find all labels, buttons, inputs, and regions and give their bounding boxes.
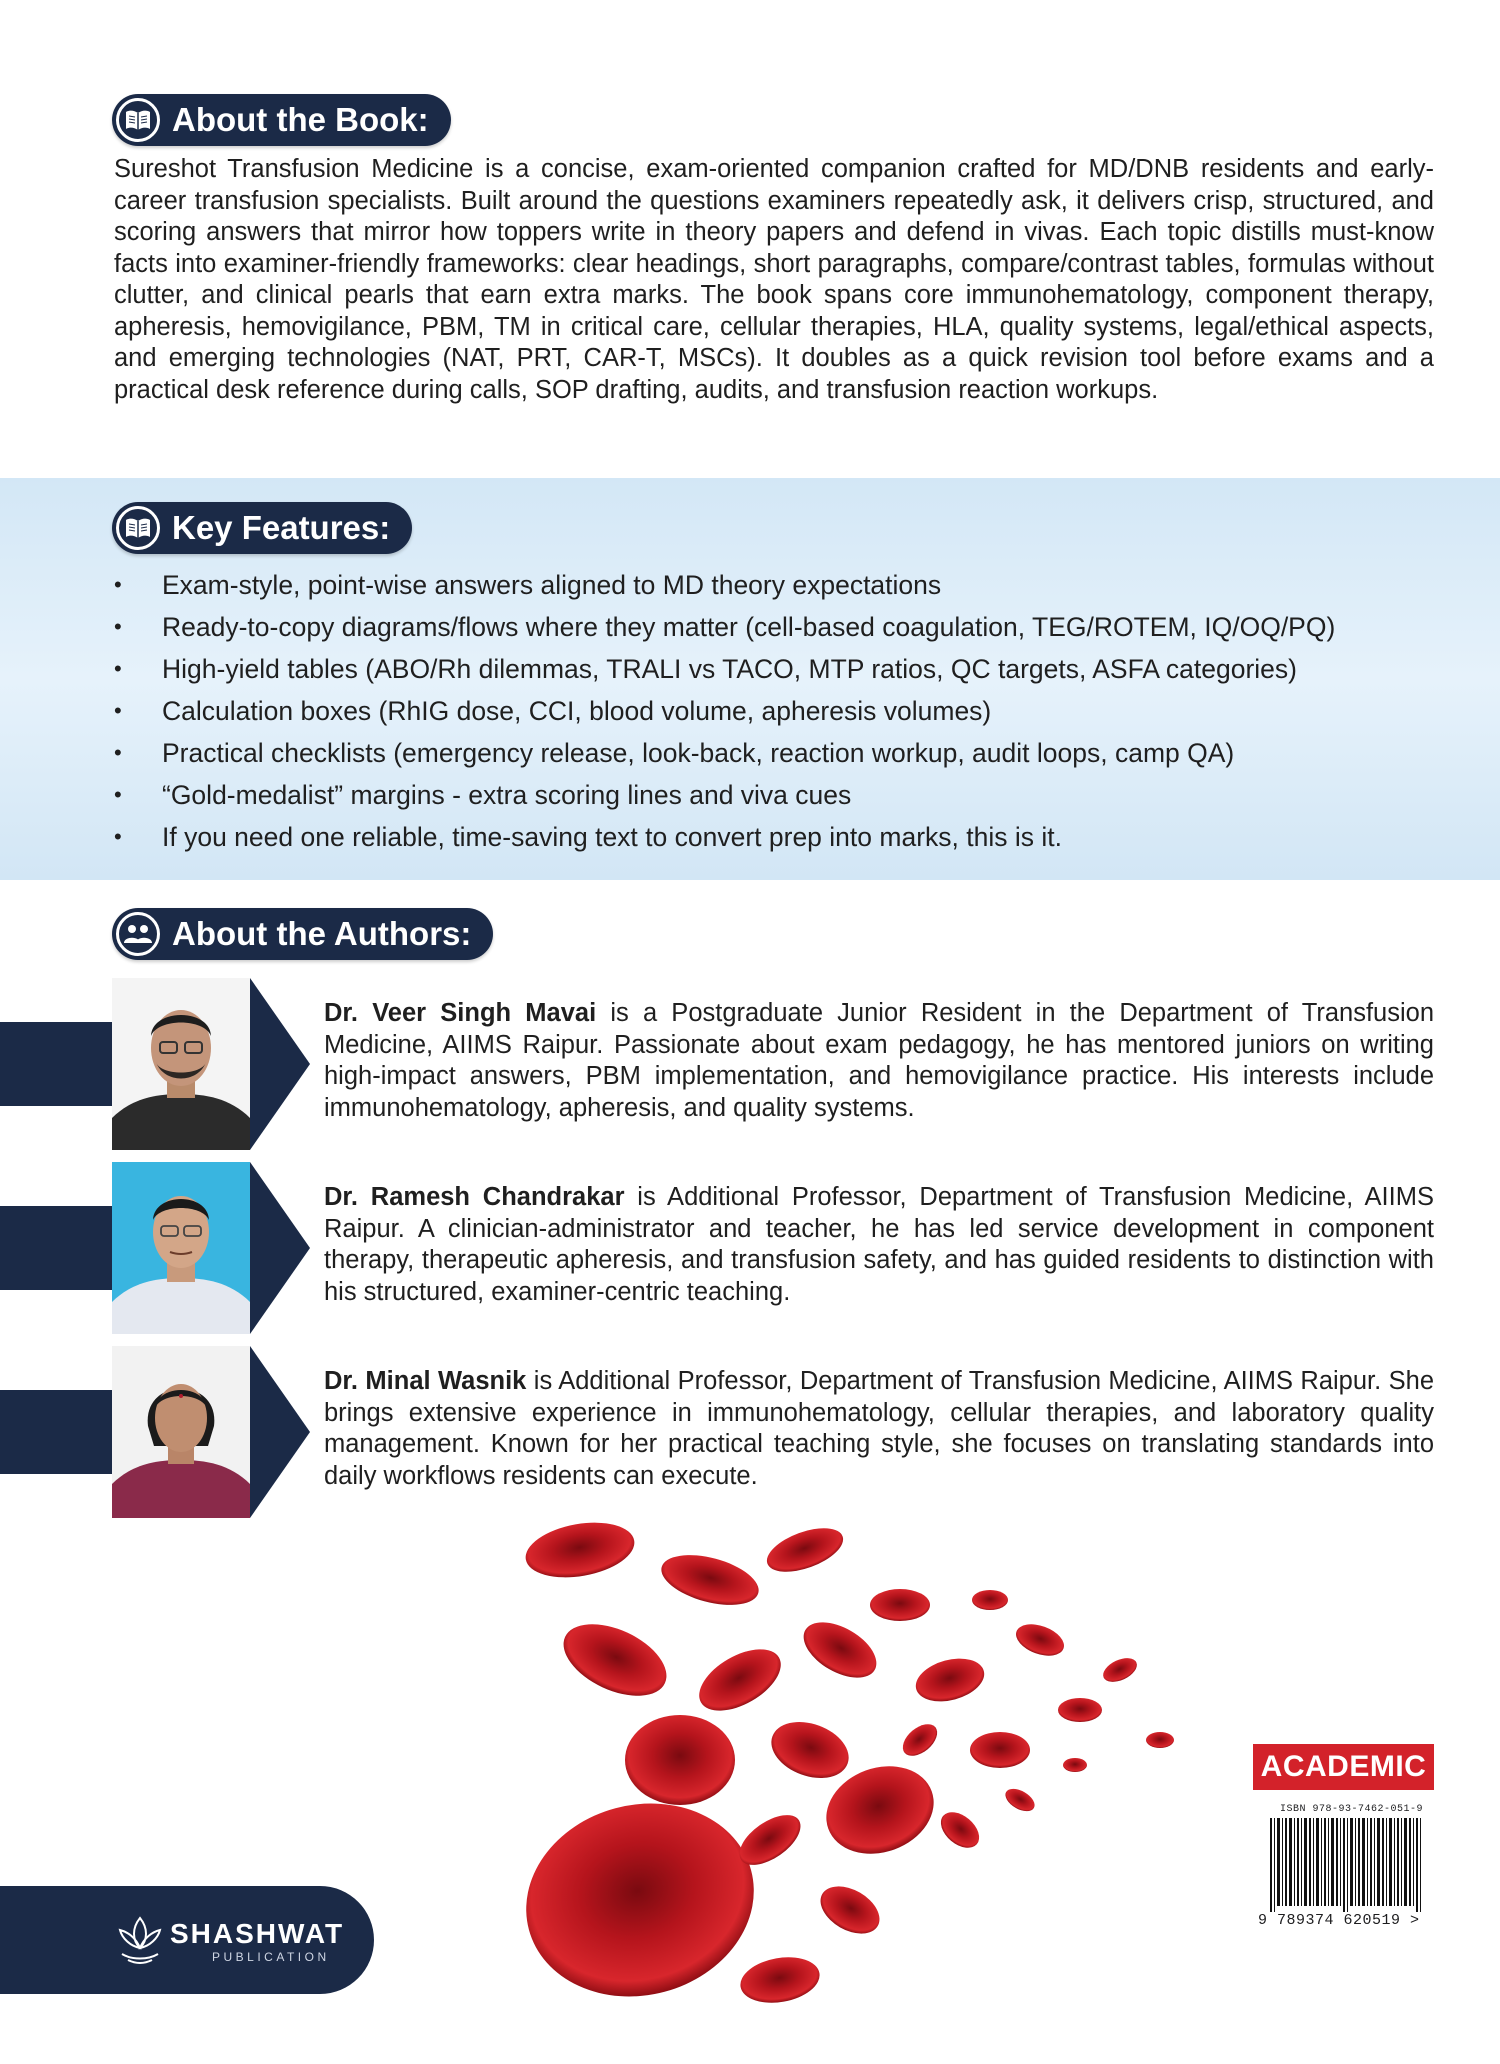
- about-authors-heading: [112, 908, 493, 960]
- author-description: is a Postgraduate Junior Resident in the Department of Transfusion Medicine, AIIMS Raipur. Passionate about exam pedagogy, he has mentored juniors on writing high-impact answers, PBM implementation, and hemovigilance practice. His interests include immunohematology, apheresis, and quality systems.: [324, 999, 1434, 1122]
- about-book-text: Sureshot Transfusion Medicine is a concise, exam-oriented companion crafted for MD/DNB residents and early-career transfusion specialists. Built around the questions examiners repeatedly ask, it delivers crisp, structured, and scoring answers that mirror how toppers write in theory papers and defend in vivas. Each topic distills must-know facts into examiner-friendly frameworks: clear headings, short paragraphs, compare/contrast tables, formulas without clutter, and clinical pearls that earn extra marks. The book spans core immunohematology, component therapy, apheresis, hemovigilance, PBM, TM in critical care, cellular therapies, HLA, quality systems, legal/ethical aspects, and emerging technologies (NAT, PRT, CAR-T, MSCs). It doubles as a quick revision tool before exams and a practical desk reference during calls, SOP drafting, audits, and transfusion reaction workups.: [114, 155, 1434, 404]
- author-bio: [324, 1182, 1434, 1308]
- author-photo: [112, 1346, 250, 1518]
- red-blood-cells-illustration: [520, 1510, 1200, 2030]
- book-icon: [116, 506, 160, 550]
- book-icon: [116, 98, 160, 142]
- publisher-logo-tab: [0, 1886, 374, 1994]
- about-book-heading: [112, 94, 451, 146]
- author-accent-bar: [0, 1022, 112, 1106]
- author-bio: [324, 1366, 1434, 1492]
- isbn-label: ISBN 978-93-7462-051-9: [1280, 1804, 1424, 1815]
- author-description: is Additional Professor, Department of Transfusion Medicine, AIIMS Raipur. She brings extensive experience in immunohematology, cellular therapies, and laboratory quality management. Known for her practical teaching style, she focuses on translating standards into daily workflows residents can execute.: [324, 1367, 1434, 1490]
- feature-item: • Calculation boxes (RhIG dose, CCI, blood volume, apheresis volumes): [114, 690, 1454, 732]
- author-bio: [324, 998, 1434, 1124]
- feature-item: • Ready-to-copy diagrams/flows where they matter (cell-based coagulation, TEG/ROTEM, IQ/OQ/PQ): [114, 606, 1454, 648]
- key-features-heading: [112, 502, 412, 554]
- feature-item: • “Gold-medalist” margins - extra scoring lines and viva cues: [114, 774, 1454, 816]
- lotus-logo-icon: [116, 1914, 164, 1966]
- publisher-name: SHASHWAT: [170, 1918, 345, 1949]
- feature-item: • If you need one reliable, time-saving text to convert prep into marks, this is it.: [114, 816, 1454, 858]
- feature-item: • Exam-style, point-wise answers aligned to MD theory expectations: [114, 564, 1454, 606]
- author-photo: [112, 978, 250, 1150]
- feature-item: • High-yield tables (ABO/Rh dilemmas, TRALI vs TACO, MTP ratios, QC targets, ASFA categories): [114, 648, 1454, 690]
- author-arrow: [250, 978, 310, 1150]
- author-name: Dr. Veer Singh Mavai: [324, 999, 597, 1027]
- author-name: Dr. Minal Wasnik: [324, 1367, 527, 1395]
- publisher-subtitle: PUBLICATION: [212, 1950, 330, 1964]
- features-list: [114, 564, 1454, 858]
- feature-item: • Practical checklists (emergency release, look-back, reaction workup, audit loops, camp QA): [114, 732, 1454, 774]
- author-description: is Additional Professor, Department of Transfusion Medicine, AIIMS Raipur. A clinician-administrator and teacher, he has led service development in component therapy, therapeutic apheresis, and transfusion safety, and has guided residents to distinction with his structured, examiner-centric teaching.: [324, 1183, 1434, 1306]
- author-photo: [112, 1162, 250, 1334]
- author-accent-bar: [0, 1206, 112, 1290]
- users-icon: [116, 912, 160, 956]
- author-arrow: [250, 1162, 310, 1334]
- isbn-barcode: [1256, 1802, 1434, 1932]
- author-card: [0, 1346, 1500, 1518]
- author-card: [0, 978, 1500, 1150]
- about-authors-title: About the Authors:: [172, 915, 472, 952]
- key-features-title: Key Features:: [172, 509, 391, 546]
- barcode-number: 9 789374 620519 >: [1258, 1912, 1420, 1929]
- about-book-title: About the Book:: [172, 101, 429, 138]
- academic-badge: ACADEMIC: [1253, 1744, 1434, 1790]
- author-name: Dr. Ramesh Chandrakar: [324, 1183, 625, 1211]
- author-card: [0, 1162, 1500, 1334]
- author-accent-bar: [0, 1390, 112, 1474]
- barcode-bars: [1270, 1818, 1430, 1912]
- author-arrow: [250, 1346, 310, 1518]
